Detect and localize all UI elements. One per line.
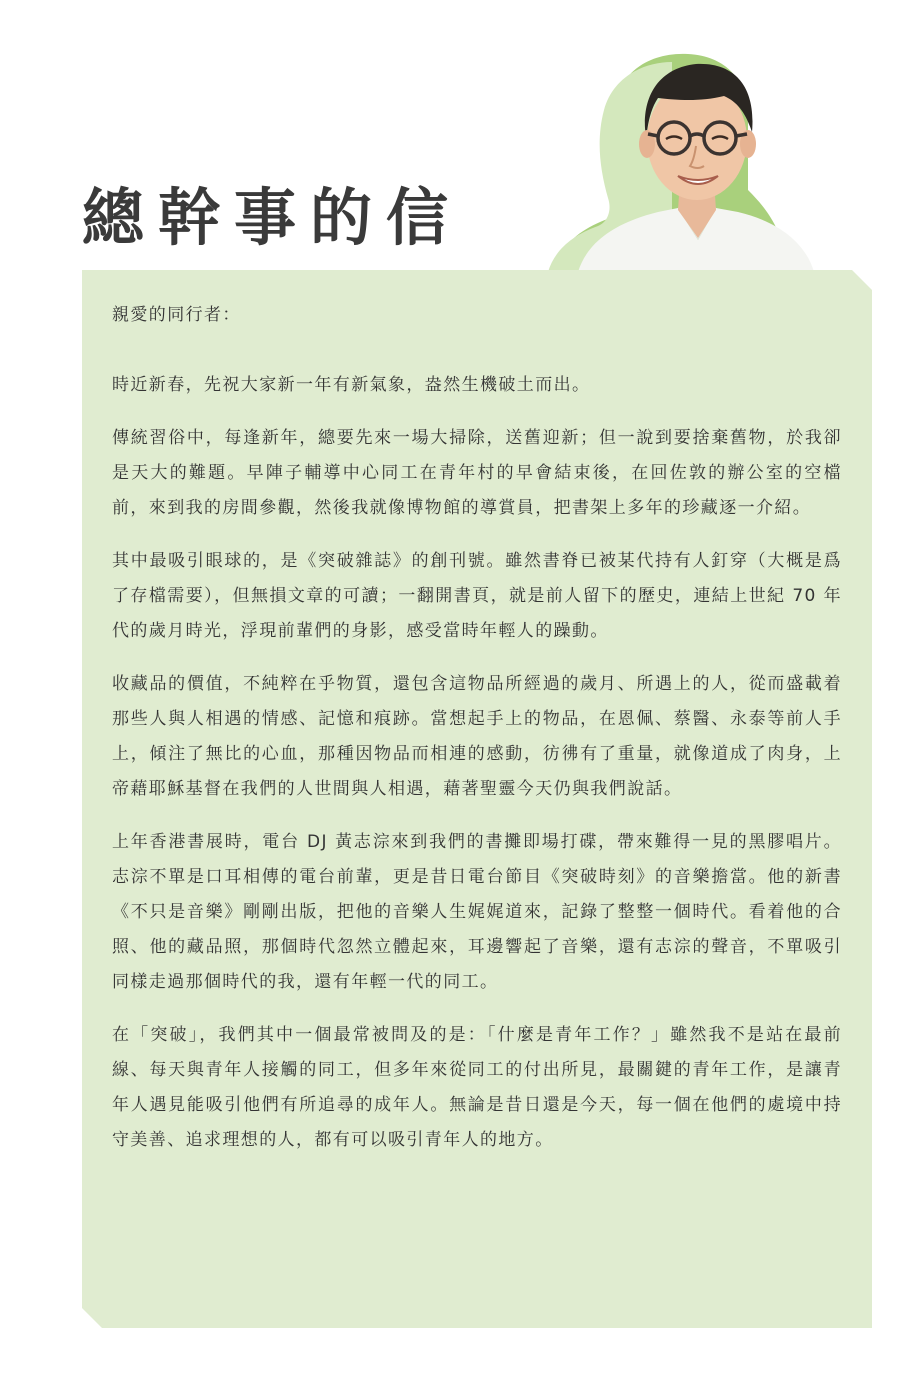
- letter-paragraph: 傳統習俗中，每逢新年，總要先來一場大掃除，送舊迎新；但一說到要捨棄舊物，於我卻是天大的難題。早陣子輔導中心同工在青年村的早會結束後，在回佐敦的辦公室的空檔前，來到我的房間參觀，然後我就像博物館的導賞員，把書架上多年的珍藏逐一介紹。: [112, 428, 842, 518]
- letter-paragraph: 收藏品的價值，不純粹在乎物質，還包含這物品所經過的歲月、所遇上的人，從而盛載着那些人與人相遇的情感、記憶和痕跡。當想起手上的物品，在恩佩、蔡醫、永泰等前人手上，傾注了無比的心血，那種因物品而相連的感動，彷彿有了重量，就像道成了肉身，上帝藉耶穌基督在我們的人世間與人相遇，藉著聖靈今天仍與我們說話。: [112, 674, 842, 799]
- letter-paragraph: 時近新春，先祝大家新一年有新氣象，盎然生機破土而出。: [112, 375, 591, 395]
- letter-paragraph: 在「突破」，我們其中一個最常被問及的是：「什麼是青年工作？」雖然我不是站在最前線、每天與青年人接觸的同工，但多年來從同工的付出所見，最關鍵的青年工作，是讓青年人遇見能吸引他們有所追尋的成年人。無論是昔日還是今天，每一個在他們的處境中持守美善、追求理想的人，都有可以吸引青年人的地方。: [112, 1025, 842, 1150]
- letter-paragraph: 其中最吸引眼球的，是《突破雜誌》的創刊號。雖然書脊已被某代持有人釘穿（大概是爲了存檔需要），但無損文章的可讀；一翻開書頁，就是前人留下的歷史，連結上世紀 70 年代的歲月時光，浮現前輩們的身影，感受當時年輕人的躁動。: [112, 551, 842, 641]
- letter-panel: [82, 270, 872, 1330]
- portrait-photo: [548, 40, 828, 272]
- letter-paragraph: 上年香港書展時，電台 DJ 黃志淙來到我們的書攤即場打碟，帶來難得一見的黑膠唱片。志淙不單是口耳相傳的電台前輩，更是昔日電台節目《突破時刻》的音樂擔當。他的新書《不只是音樂》剛剛出版，把他的音樂人生娓娓道來，記錄了整整一個時代。看着他的合照、他的藏品照，那個時代忽然立體起來，耳邊響起了音樂，還有志淙的聲音，不單吸引同樣走過那個時代的我，還有年輕一代的同工。: [112, 832, 842, 992]
- letter-body: [112, 298, 842, 1176]
- page-title: 總幹事的信: [82, 181, 463, 254]
- letter-salutation: 親愛的同行者：: [112, 305, 241, 325]
